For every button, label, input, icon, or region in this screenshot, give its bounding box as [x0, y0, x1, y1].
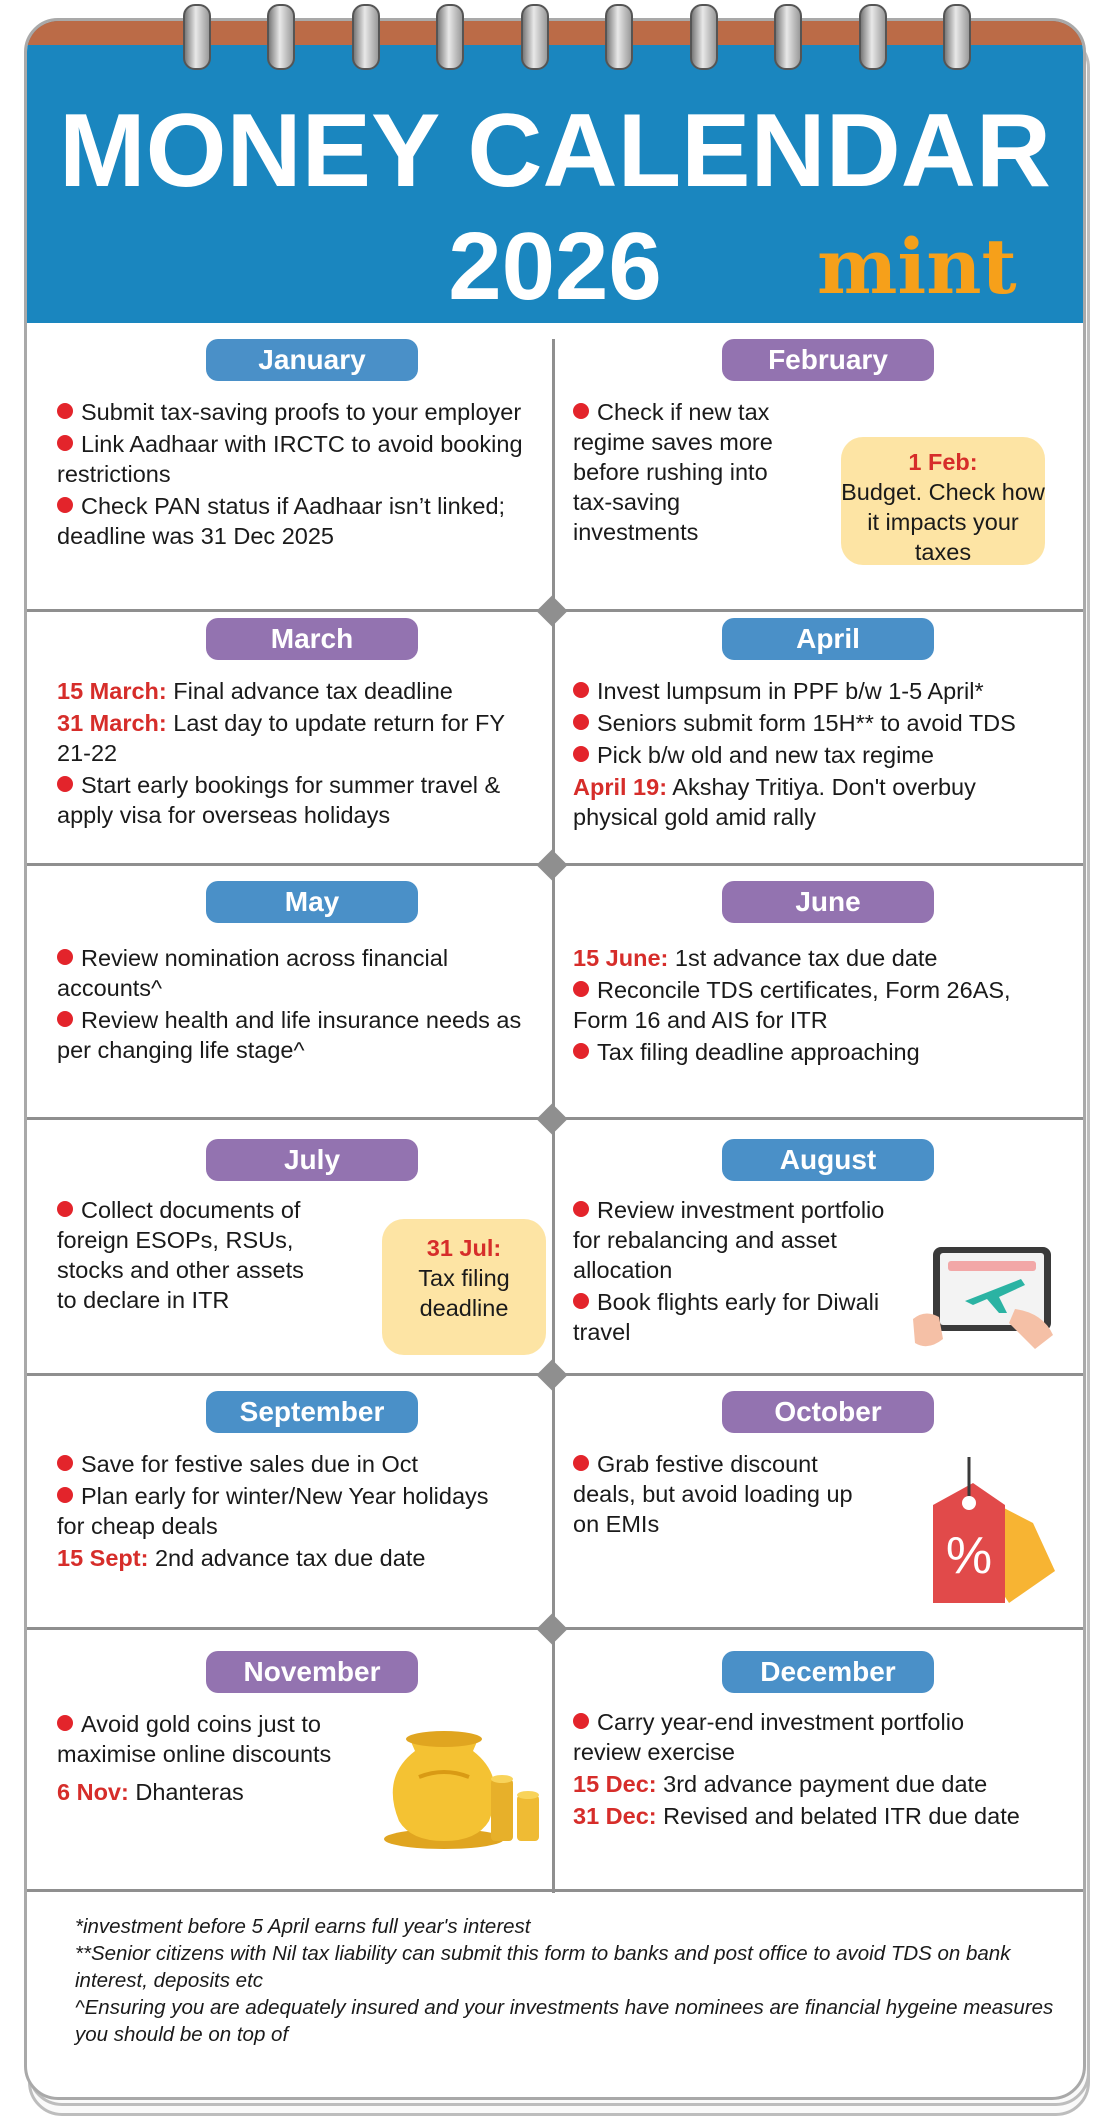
bullet-icon [573, 1201, 589, 1217]
month-label-january: January [206, 339, 418, 381]
calendar-card [24, 18, 1086, 2100]
month-label-december: December [722, 1651, 934, 1693]
month-label-may: May [206, 881, 418, 923]
month-december [573, 1651, 1083, 1881]
bullet-icon [573, 746, 589, 762]
month-label-august: August [722, 1139, 934, 1181]
title-money-calendar: MONEY CALENDAR [59, 93, 1051, 209]
date-label: 31 Dec: [573, 1803, 657, 1829]
list-item: Review investment portfolio for rebalancing and asset allocation [573, 1197, 885, 1283]
bullet-icon [573, 1043, 589, 1059]
bullet-icon [57, 776, 73, 792]
list-item: 15 Dec: 3rd advance payment due date [573, 1771, 988, 1797]
month-label-june: June [722, 881, 934, 923]
date-label: 15 March: [57, 678, 167, 704]
row-divider-6 [27, 1889, 1083, 1892]
list-item: Seniors submit form 15H** to avoid TDS [573, 708, 1053, 738]
bullet-icon [57, 949, 73, 965]
bullet-icon [57, 1455, 73, 1471]
binding-ring-icon [352, 4, 380, 70]
bullet-icon [57, 497, 73, 513]
month-april [573, 618, 1083, 858]
callout-date: 1 Feb: [908, 449, 978, 475]
bullet-icon [573, 981, 589, 997]
month-label-february: February [722, 339, 934, 381]
binding-ring-icon [943, 4, 971, 70]
binding-ring-icon [183, 4, 211, 70]
bullet-icon [573, 682, 589, 698]
tablet-flight-illustration [903, 1239, 1058, 1359]
binding-ring-icon [436, 4, 464, 70]
discount-tag-illustration [913, 1453, 1063, 1613]
callout-text: Tax filing deadline [418, 1265, 510, 1321]
month-july [57, 1139, 567, 1369]
date-label: April 19: [573, 774, 668, 800]
list-item: Carry year-end investment portfolio review exercise [573, 1709, 965, 1765]
footnote: **Senior citizens with Nil tax liability can submit this form to banks and post office to avoid TDS on bank interest, deposits etc [75, 1942, 1011, 1992]
date-label: 15 June: [573, 945, 669, 971]
month-august [573, 1139, 1083, 1369]
list-item: Avoid gold coins just to maximise online discounts [57, 1711, 332, 1767]
month-january [57, 339, 567, 599]
list-item: 15 March: Final advance tax deadline [57, 678, 453, 704]
list-item: 6 Nov: Dhanteras [57, 1779, 244, 1805]
bullet-icon [573, 403, 589, 419]
list-item: Plan early for winter/New Year holidays for cheap deals [57, 1483, 489, 1539]
callout-tax-filing [382, 1219, 546, 1355]
month-november [57, 1651, 567, 1881]
list-item: Pick b/w old and new tax regime [573, 740, 1053, 770]
title-year: 2026 [448, 213, 662, 320]
bullet-icon [573, 1455, 589, 1471]
month-label-october: October [722, 1391, 934, 1433]
bullet-icon [57, 1201, 73, 1217]
list-item: Grab festive discount deals, but avoid loading up on EMIs [573, 1451, 853, 1537]
bullet-icon [57, 403, 73, 419]
gold-pot-coins-illustration [379, 1717, 549, 1857]
brand-logo: mint [817, 222, 1017, 311]
list-item: Save for festive sales due in Oct [57, 1449, 517, 1479]
binding-ring-icon [859, 4, 887, 70]
callout-text: Budget. Check how it impacts your taxes [841, 479, 1045, 565]
list-item: Book flights early for Diwali travel [573, 1289, 880, 1345]
list-item: Tax filing deadline approaching [573, 1037, 1013, 1067]
list-item: Reconcile TDS certificates, Form 26AS, Form 16 and AIS for ITR [573, 977, 1011, 1033]
month-label-april: April [722, 618, 934, 660]
list-item: Check PAN status if Aadhaar isn’t linked; deadline was 31 Dec 2025 [57, 493, 506, 549]
date-label: 6 Nov: [57, 1779, 129, 1805]
month-label-september: September [206, 1391, 418, 1433]
callout-date: 31 Jul: [426, 1235, 502, 1261]
bullet-icon [57, 1487, 73, 1503]
list-item: Submit tax-saving proofs to your employer [57, 397, 527, 427]
bullet-icon [573, 1713, 589, 1729]
month-label-july: July [206, 1139, 418, 1181]
list-item: April 19: Akshay Tritiya. Don't overbuy physical gold amid rally [573, 774, 976, 830]
binding-ring-icon [774, 4, 802, 70]
month-march [57, 618, 567, 858]
date-label: 31 March: [57, 710, 167, 736]
list-item: Check if new tax regime saves more before rushing into tax-saving investments [573, 399, 773, 545]
binding-ring-icon [521, 4, 549, 70]
list-item: 15 June: 1st advance tax due date [573, 945, 938, 971]
binding-ring-icon [690, 4, 718, 70]
footnotes [75, 1913, 1055, 2048]
list-item: Review health and life insurance needs as per changing life stage^ [57, 1007, 522, 1063]
date-label: 15 Sept: [57, 1545, 149, 1571]
list-item: Start early bookings for summer travel & apply visa for overseas holidays [57, 772, 501, 828]
list-item: Review nomination across financial accounts^ [57, 945, 449, 1001]
month-october [573, 1391, 1083, 1621]
list-item: 15 Sept: 2nd advance tax due date [57, 1545, 426, 1571]
bullet-icon [573, 1293, 589, 1309]
bullet-icon [57, 1011, 73, 1027]
bullet-icon [57, 1715, 73, 1731]
footnote: ^Ensuring you are adequately insured and your investments have nominees are financial hygeine measures you should be on top of [75, 1996, 1054, 2046]
binding-rings [0, 0, 1100, 80]
binding-ring-icon [605, 4, 633, 70]
month-may [57, 881, 567, 1111]
list-item: Invest lumpsum in PPF b/w 1-5 April* [573, 676, 1053, 706]
month-june [573, 881, 1083, 1111]
month-label-march: March [206, 618, 418, 660]
date-label: 15 Dec: [573, 1771, 657, 1797]
binding-ring-icon [267, 4, 295, 70]
bullet-icon [573, 714, 589, 730]
list-item: Collect documents of foreign ESOPs, RSUs, stocks and other assets to declare in ITR [57, 1197, 304, 1313]
footnote: *investment before 5 April earns full year's interest [75, 1915, 531, 1938]
month-september [57, 1391, 567, 1621]
percent-icon: % [945, 1527, 993, 1585]
bullet-icon [57, 435, 73, 451]
list-item: 31 March: Last day to update return for FY 21-22 [57, 710, 505, 766]
list-item: Link Aadhaar with IRCTC to avoid booking restrictions [57, 431, 523, 487]
list-item: 31 Dec: Revised and belated ITR due date [573, 1803, 1020, 1829]
callout-budget [841, 437, 1045, 565]
month-february [573, 339, 1083, 599]
month-label-november: November [206, 1651, 418, 1693]
